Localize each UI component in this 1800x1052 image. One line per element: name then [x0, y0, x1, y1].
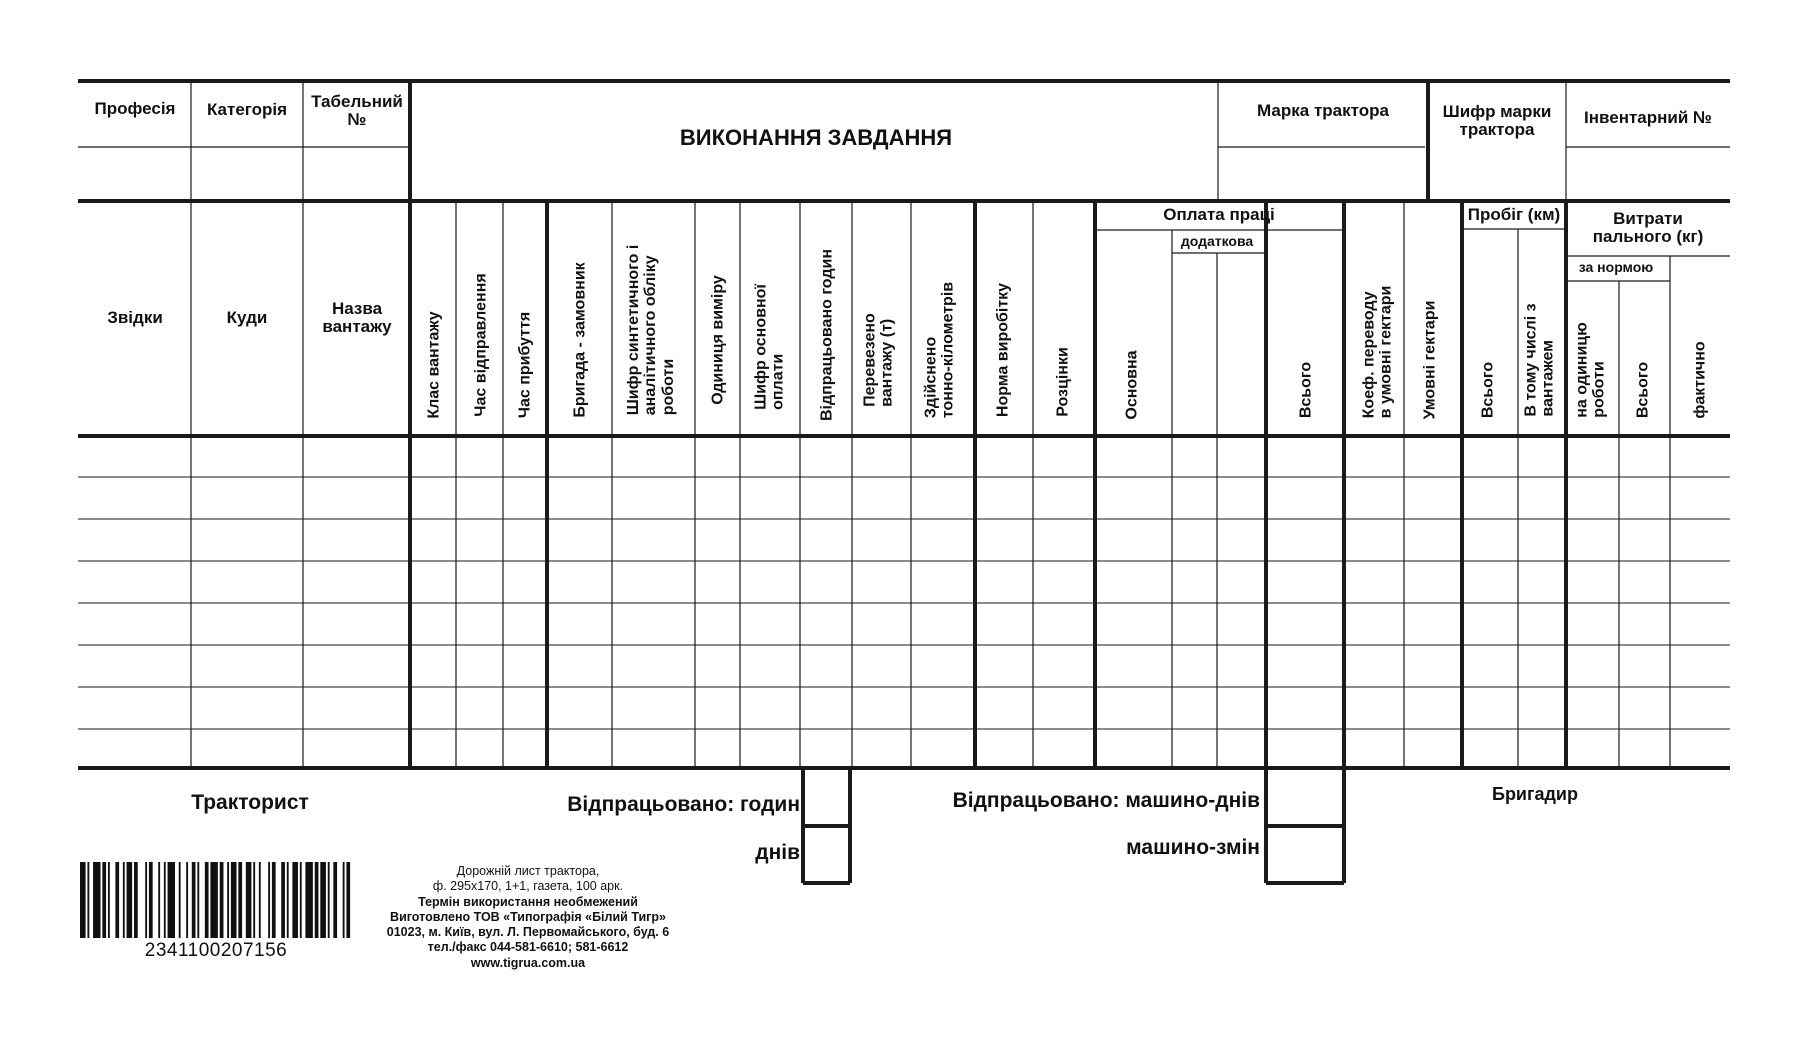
imprint-line: www.tigrua.com.ua — [470, 955, 586, 970]
header-shyfr-marky: Шифр марки трактора — [1442, 102, 1552, 140]
col-faktychno: фактично — [1691, 341, 1709, 419]
header-tabelnyi: Табельний № — [311, 92, 403, 130]
header-katehoriia: Категорія — [206, 100, 288, 119]
barcode-bar — [292, 862, 298, 938]
imprint-line: ф. 295х170, 1+1, газета, 100 арк. — [432, 879, 624, 894]
col-umovni: Умовні гектари — [1421, 300, 1439, 420]
col-za-normoiu: за нормою — [1578, 259, 1654, 275]
barcode-bar — [197, 862, 199, 938]
barcode-bar — [320, 862, 326, 938]
barcode-bar — [300, 862, 302, 938]
barcode-bar — [168, 862, 175, 938]
barcode-bar — [346, 862, 350, 938]
barcode-bar — [287, 862, 289, 938]
col-probih: Пробіг (км) — [1467, 205, 1561, 224]
col-vytraty: Витрати пального (кг) — [1592, 209, 1704, 247]
barcode-bar — [164, 862, 166, 938]
header-profesiia: Професія — [94, 99, 176, 118]
footer-dniv: днів — [755, 841, 800, 864]
col-roztsinky: Розцінки — [1054, 347, 1072, 417]
col-zvidky: Звідки — [107, 308, 163, 327]
imprint-line: 01023, м. Київ, вул. Л. Первомайського, буд. 6 — [386, 925, 670, 939]
barcode-bar — [259, 862, 261, 938]
col-vidprats-hodyn: Відпрацьовано годин — [818, 248, 836, 422]
barcode-bar — [134, 862, 138, 938]
header-title: ВИКОНАННЯ ЗАВДАННЯ — [679, 125, 953, 150]
barcode-bar — [281, 862, 285, 938]
col-na-odynytsiu: на одиницю роботи — [1573, 322, 1608, 418]
footer-vidprats-mash: Відпрацьовано: машино-днів — [952, 789, 1260, 812]
barcode-bar — [123, 862, 125, 938]
col-vytr-vsoho: Всього — [1634, 361, 1652, 419]
col-norma: Норма виробітку — [994, 282, 1012, 418]
barcode-bar — [149, 862, 153, 938]
col-perevezeno: Перевезено вантажу (т) — [861, 313, 896, 407]
barcode-bar — [205, 862, 209, 938]
barcode-icon — [80, 862, 352, 938]
header-marka: Марка трактора — [1257, 101, 1389, 120]
col-osnovna: Основна — [1123, 350, 1141, 420]
footer-traktoryst: Тракторист — [191, 791, 309, 814]
imprint-line: Виготовлено ТОВ «Типографія «Білий Тигр» — [390, 909, 666, 924]
header-inventarnyi: Інвентарний № — [1584, 108, 1712, 127]
col-nazva: Назва вантажу — [322, 299, 392, 337]
barcode-bar — [127, 862, 133, 938]
col-bryhada: Бригада - замовник — [571, 262, 589, 418]
barcode-bar — [186, 862, 188, 938]
footer-vidprats-hodyn: Відпрацьовано: годин — [567, 793, 800, 816]
barcode-number: 2341100207156 — [144, 940, 288, 961]
barcode-bar — [102, 862, 106, 938]
col-chas-prybuttia: Час прибуття — [516, 311, 534, 419]
col-dodatkova: додаткова — [1180, 233, 1254, 249]
barcode-bar — [158, 862, 160, 938]
barcode-bar — [238, 862, 242, 938]
col-odynytsia: Одиниця виміру — [709, 275, 727, 405]
barcode-bar — [179, 862, 181, 938]
col-klas: Клас вантажу — [425, 311, 443, 419]
barcode-bar — [93, 862, 100, 938]
footer-mashyno-zmin: машино-змін — [1126, 836, 1260, 859]
col-probih-vsoho: Всього — [1479, 361, 1497, 419]
col-shyfr-synt: Шифр синтетичного і аналітичного обліку роботи — [625, 244, 677, 416]
barcode-bar — [305, 862, 312, 938]
barcode-bar — [80, 862, 86, 938]
barcode-bar — [210, 862, 217, 938]
col-kudy: Куди — [226, 308, 268, 327]
barcode-bar — [115, 862, 119, 938]
barcode-bar — [246, 862, 252, 938]
barcode-bar — [227, 862, 229, 938]
barcode-bar — [220, 862, 224, 938]
imprint-line: тел./факс 044-581-6610; 581-6612 — [427, 940, 629, 955]
col-v-tomu: В тому числі з вантажем — [1522, 303, 1557, 417]
barcode-bar — [253, 862, 255, 938]
col-zdiisneno: Здійснено тонно-кілометрів — [922, 281, 957, 419]
printer-imprint — [378, 864, 678, 971]
barcode-bar — [333, 862, 337, 938]
imprint-line: Термін використання необмежений — [418, 894, 638, 909]
col-oplata: Оплата праці — [1163, 205, 1275, 224]
barcode-bar — [145, 862, 147, 938]
barcode-bar — [87, 862, 89, 938]
barcode-bar — [343, 862, 345, 938]
barcode-bar — [192, 862, 196, 938]
barcode-bar — [108, 862, 110, 938]
imprint-line: Дорожній лист трактора, — [456, 864, 600, 878]
col-vsoho-opl: Всього — [1297, 361, 1315, 419]
form-grid-lines — [78, 81, 1730, 883]
footer-bryhadyr: Бригадир — [1492, 784, 1578, 804]
barcode-bar — [272, 862, 276, 938]
col-chas-vidpr: Час відправлення — [472, 273, 490, 417]
col-shyfr-osn: Шифр основної оплати — [752, 284, 787, 410]
col-koef: Коеф. переводу в умовні гектари — [1360, 285, 1395, 419]
barcode-bar — [268, 862, 270, 938]
barcode-bar — [328, 862, 330, 938]
barcode-bar — [315, 862, 319, 938]
barcode-bar — [231, 862, 237, 938]
